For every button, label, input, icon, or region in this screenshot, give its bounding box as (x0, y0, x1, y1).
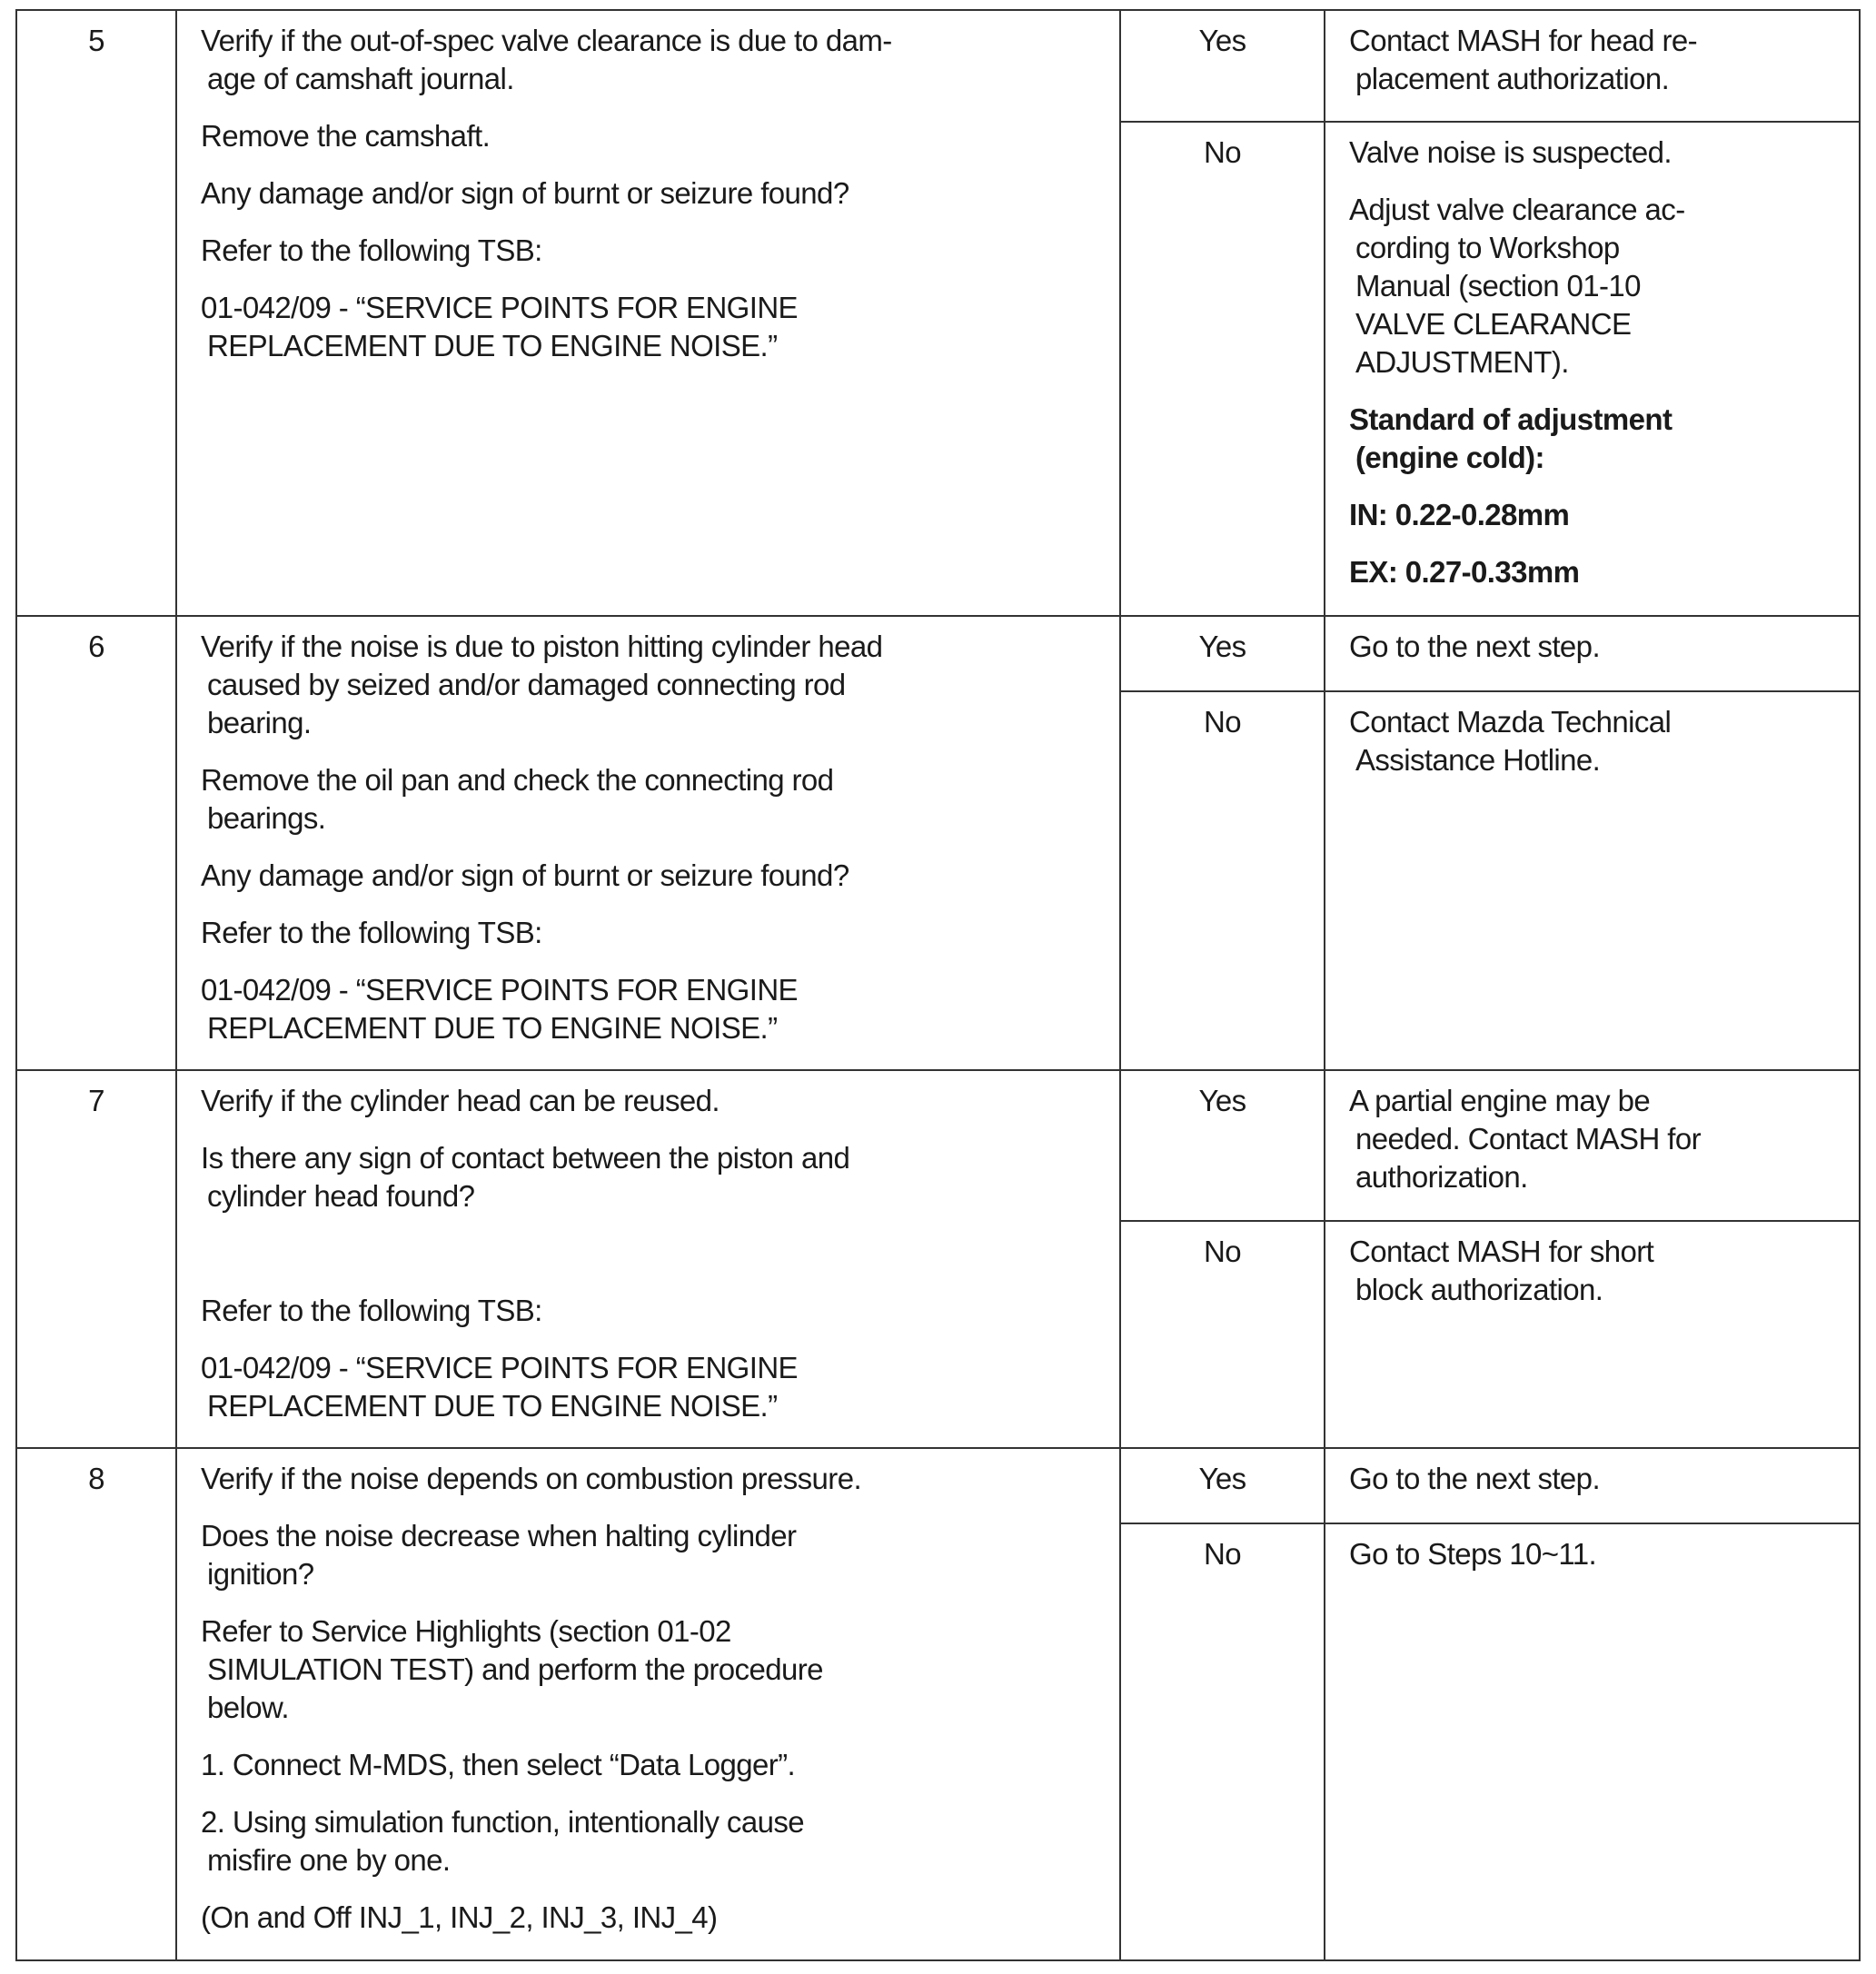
bold-paragraph (1349, 496, 1846, 534)
answer-yes: Yes (1120, 1070, 1325, 1221)
text-line: Assistance Hotline. (1355, 743, 1601, 777)
paragraph (201, 1139, 1107, 1215)
text-line: Contact MASH for short (1349, 1235, 1654, 1268)
paragraph (201, 1460, 1107, 1498)
text-line: needed. Contact MASH for (1355, 1122, 1701, 1156)
text-line: caused by seized and/or damaged connecting rod (207, 668, 846, 701)
paragraph (1349, 703, 1846, 779)
text-line (201, 1236, 209, 1270)
text-line: Verify if the noise is due to piston hitting cylinder head (201, 630, 883, 663)
paragraph (201, 971, 1107, 1047)
table-row (16, 1070, 1860, 1221)
text-line: IN: 0.22-0.28mm (1349, 498, 1570, 531)
paragraph (201, 1517, 1107, 1593)
answer-yes: Yes (1120, 616, 1325, 691)
step-number: 8 (16, 1448, 176, 1960)
text-line: 01-042/09 - “SERVICE POINTS FOR ENGINE (201, 1351, 798, 1384)
action-no (1325, 122, 1860, 616)
paragraph (1349, 1233, 1846, 1309)
text-line: 2. Using simulation function, intentionally cause (201, 1805, 804, 1839)
text-line: Standard of adjustment (1349, 402, 1673, 436)
text-line: Remove the oil pan and check the connecting rod (201, 763, 834, 797)
text-line: below. (207, 1691, 289, 1724)
step-description (176, 616, 1120, 1070)
table-row (16, 1448, 1860, 1523)
table-row (16, 10, 1860, 122)
paragraph (201, 289, 1107, 365)
text-line: Adjust valve clearance ac- (1349, 193, 1685, 226)
step-description (176, 10, 1120, 616)
text-line: A partial engine may be (1349, 1084, 1651, 1117)
paragraph (1349, 191, 1846, 382)
text-line: Verify if the cylinder head can be reused. (201, 1084, 720, 1117)
paragraph (201, 232, 1107, 270)
answer-no: No (1120, 122, 1325, 616)
text-line: ADJUSTMENT). (1355, 345, 1569, 379)
text-line: 01-042/09 - “SERVICE POINTS FOR ENGINE (201, 291, 798, 324)
action-yes (1325, 616, 1860, 691)
paragraph (1349, 628, 1846, 666)
text-line: VALVE CLEARANCE (1355, 307, 1632, 341)
text-line: cording to Workshop (1355, 231, 1620, 264)
text-line: REPLACEMENT DUE TO ENGINE NOISE.” (207, 1011, 778, 1045)
step-number: 7 (16, 1070, 176, 1448)
bold-paragraph (1349, 401, 1846, 477)
step-description (176, 1448, 1120, 1960)
text-line: 01-042/09 - “SERVICE POINTS FOR ENGINE (201, 973, 798, 1007)
text-line: Refer to the following TSB: (201, 1294, 542, 1327)
answer-no: No (1120, 1523, 1325, 1960)
paragraph (201, 628, 1107, 742)
paragraph (1349, 134, 1846, 172)
paragraph (201, 1349, 1107, 1425)
paragraph (201, 1899, 1107, 1937)
text-line: Remove the camshaft. (201, 119, 491, 153)
text-line: Valve noise is suspected. (1349, 135, 1672, 169)
text-line: (engine cold): (1355, 441, 1544, 474)
answer-no: No (1120, 691, 1325, 1070)
text-line: (On and Off INJ_1, INJ_2, INJ_3, INJ_4) (201, 1900, 718, 1934)
text-line: Contact MASH for head re- (1349, 24, 1697, 57)
text-line: Manual (section 01-10 (1355, 269, 1641, 303)
table-row (16, 616, 1860, 691)
text-line: bearing. (207, 706, 312, 739)
text-line: Verify if the noise depends on combustion pressure. (201, 1462, 862, 1495)
text-line: Refer to the following TSB: (201, 916, 542, 949)
text-line: Refer to Service Highlights (section 01-02 (201, 1614, 731, 1648)
paragraph (201, 22, 1107, 98)
paragraph (201, 1803, 1107, 1880)
text-line: Contact Mazda Technical (1349, 705, 1672, 739)
text-line: ignition? (207, 1557, 314, 1591)
action-no (1325, 691, 1860, 1070)
text-line: misfire one by one. (207, 1843, 451, 1877)
text-line: Go to the next step. (1349, 630, 1601, 663)
answer-no: No (1120, 1221, 1325, 1448)
bold-paragraph (1349, 553, 1846, 591)
text-line: Is there any sign of contact between the piston and (201, 1141, 850, 1175)
text-line: Go to the next step. (1349, 1462, 1601, 1495)
text-line: Verify if the out-of-spec valve clearance is due to dam- (201, 24, 892, 57)
text-line: EX: 0.27-0.33mm (1349, 555, 1580, 589)
paragraph (201, 1612, 1107, 1727)
text-line: REPLACEMENT DUE TO ENGINE NOISE.” (207, 1389, 778, 1423)
paragraph (201, 761, 1107, 838)
text-line: Does the noise decrease when halting cylinder (201, 1519, 797, 1552)
paragraph (201, 914, 1107, 952)
text-line: 1. Connect M-MDS, then select “Data Logger”. (201, 1748, 796, 1781)
text-line: REPLACEMENT DUE TO ENGINE NOISE.” (207, 329, 778, 362)
paragraph (201, 857, 1107, 895)
step-number: 5 (16, 10, 176, 616)
text-line: Go to Steps 10~11. (1349, 1537, 1597, 1571)
paragraph (1349, 1460, 1846, 1498)
action-no (1325, 1523, 1860, 1960)
paragraph (201, 1292, 1107, 1330)
paragraph (201, 1235, 1107, 1273)
text-line: Refer to the following TSB: (201, 233, 542, 267)
action-yes (1325, 10, 1860, 122)
step-number: 6 (16, 616, 176, 1070)
paragraph (201, 1746, 1107, 1784)
paragraph (1349, 1535, 1846, 1573)
text-line: Any damage and/or sign of burnt or seizure found? (201, 858, 849, 892)
text-line: placement authorization. (1355, 62, 1670, 95)
answer-yes: Yes (1120, 10, 1325, 122)
answer-yes: Yes (1120, 1448, 1325, 1523)
text-line: Any damage and/or sign of burnt or seizure found? (201, 176, 849, 210)
paragraph (201, 1082, 1107, 1120)
troubleshooting-table (15, 9, 1861, 1961)
paragraph (201, 117, 1107, 155)
action-yes (1325, 1070, 1860, 1221)
paragraph (1349, 22, 1846, 98)
step-description (176, 1070, 1120, 1448)
text-line: bearings. (207, 801, 326, 835)
text-line: age of camshaft journal. (207, 62, 514, 95)
text-line: block authorization. (1355, 1273, 1603, 1306)
action-yes (1325, 1448, 1860, 1523)
paragraph (201, 174, 1107, 213)
paragraph (1349, 1082, 1846, 1196)
action-no (1325, 1221, 1860, 1448)
text-line: SIMULATION TEST) and perform the procedure (207, 1652, 823, 1686)
text-line: cylinder head found? (207, 1179, 475, 1213)
text-line: authorization. (1355, 1160, 1528, 1194)
